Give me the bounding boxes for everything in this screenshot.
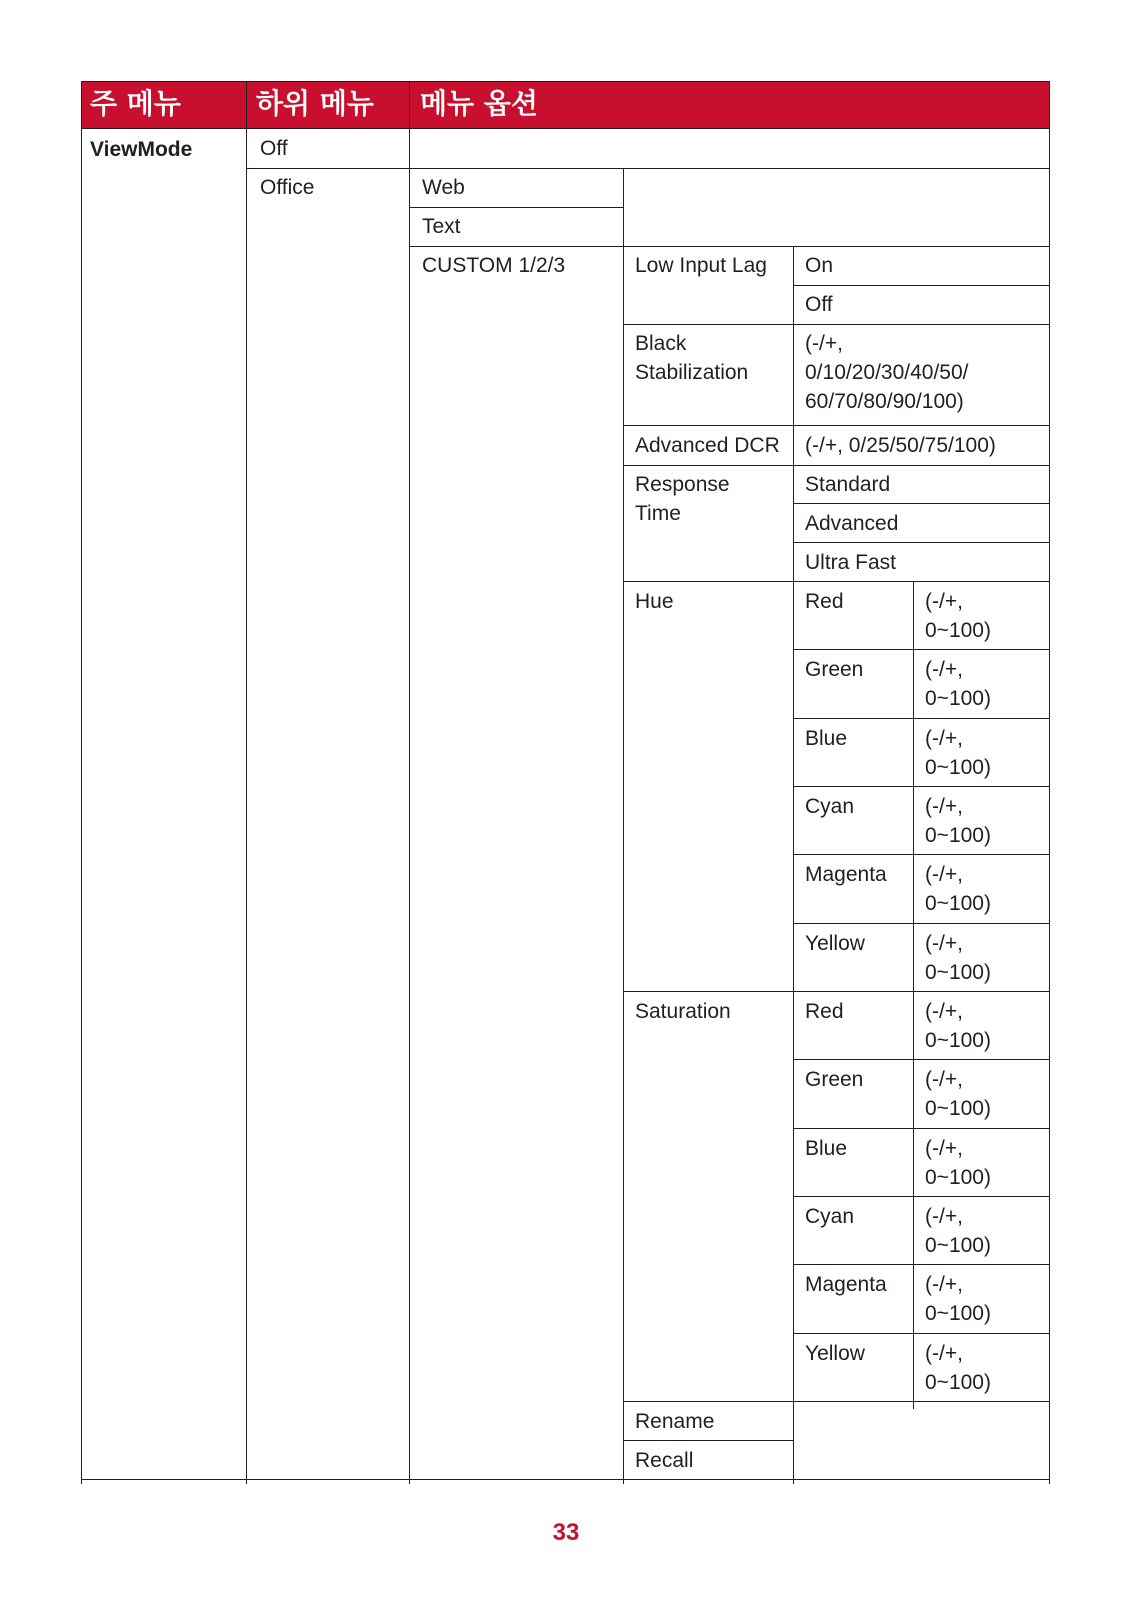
saturation-color-name: Green — [805, 1068, 864, 1091]
grid-line — [793, 503, 1050, 504]
black-stabilization-label: Stabilization — [635, 361, 749, 384]
grid-line — [793, 246, 794, 1484]
option-text: Text — [422, 215, 461, 238]
grid-line — [81, 128, 1050, 129]
hue-color-name: Magenta — [805, 863, 887, 886]
saturation-color-name: Yellow — [805, 1342, 865, 1365]
grid-line — [793, 786, 1050, 787]
grid-line — [623, 1440, 793, 1441]
black-stabilization-value: 60/70/80/90/100) — [805, 390, 964, 413]
grid-line — [793, 285, 1050, 286]
saturation-color-range: (-/+, — [925, 1068, 963, 1091]
rename-option: Rename — [635, 1410, 715, 1433]
hue-color-range: (-/+, — [925, 932, 963, 955]
hue-color-range: 0~100) — [925, 961, 991, 984]
page-number: 33 — [552, 1519, 580, 1546]
grid-line — [623, 168, 624, 1484]
saturation-color-range: 0~100) — [925, 1302, 991, 1325]
saturation-color-range: (-/+, — [925, 1205, 963, 1228]
response-time-ultra-fast: Ultra Fast — [805, 551, 897, 574]
black-stabilization-label: Black — [635, 332, 687, 355]
hue-color-name: Yellow — [805, 932, 865, 955]
saturation-label: Saturation — [635, 1000, 731, 1023]
grid-line — [246, 81, 247, 1484]
option-web: Web — [422, 176, 465, 199]
grid-line — [623, 324, 1050, 325]
grid-line — [793, 649, 1050, 650]
sub-menu-office: Office — [260, 176, 315, 199]
recall-option: Recall — [635, 1449, 694, 1472]
grid-line — [623, 1401, 1050, 1402]
grid-line — [793, 542, 1050, 543]
grid-line — [913, 581, 914, 1409]
response-time-standard: Standard — [805, 473, 891, 496]
saturation-color-name: Red — [805, 1000, 844, 1023]
main-menu-viewmode: ViewMode — [90, 138, 193, 161]
grid-line — [793, 1059, 1050, 1060]
hue-color-range: (-/+, — [925, 727, 963, 750]
saturation-color-range: (-/+, — [925, 1273, 963, 1296]
hue-label: Hue — [635, 590, 674, 613]
hue-color-name: Cyan — [805, 795, 855, 818]
grid-line — [81, 81, 1050, 82]
grid-line — [793, 854, 1050, 855]
response-time-label: Response — [635, 473, 730, 496]
saturation-color-range: 0~100) — [925, 1371, 991, 1394]
saturation-color-range: (-/+, — [925, 1137, 963, 1160]
hue-color-name: Blue — [805, 727, 848, 750]
grid-line — [409, 246, 1050, 247]
hue-color-range: 0~100) — [925, 824, 991, 847]
response-time-label: Time — [635, 502, 681, 525]
hue-color-range: 0~100) — [925, 892, 991, 915]
hue-color-range: (-/+, — [925, 795, 963, 818]
saturation-color-range: 0~100) — [925, 1166, 991, 1189]
saturation-color-range: 0~100) — [925, 1234, 991, 1257]
grid-line — [409, 207, 623, 208]
hue-color-range: 0~100) — [925, 756, 991, 779]
grid-line — [623, 425, 1050, 426]
low-input-lag-on: On — [805, 254, 834, 277]
hue-color-range: (-/+, — [925, 658, 963, 681]
hue-color-name: Red — [805, 590, 844, 613]
grid-line — [623, 465, 1050, 466]
low-input-lag-label: Low Input Lag — [635, 254, 767, 277]
hue-color-range: 0~100) — [925, 687, 991, 710]
header-sub-menu: 하위 메뉴 — [256, 87, 374, 120]
grid-line — [793, 1128, 1050, 1129]
grid-line — [793, 1264, 1050, 1265]
grid-line — [81, 81, 82, 1484]
hue-color-range: 0~100) — [925, 619, 991, 642]
hue-color-range: (-/+, — [925, 863, 963, 886]
header-main-menu: 주 메뉴 — [90, 87, 181, 120]
saturation-color-name: Magenta — [805, 1273, 887, 1296]
table-header-band — [81, 81, 1050, 128]
sub-menu-off: Off — [260, 137, 288, 160]
black-stabilization-value: (-/+, — [805, 332, 843, 355]
low-input-lag-off: Off — [805, 293, 833, 316]
black-stabilization-value: 0/10/20/30/40/50/ — [805, 361, 969, 384]
grid-line — [793, 1196, 1050, 1197]
grid-line — [623, 581, 1050, 582]
option-custom: CUSTOM 1/2/3 — [422, 254, 566, 277]
response-time-advanced: Advanced — [805, 512, 899, 535]
grid-line — [246, 168, 1050, 169]
saturation-color-name: Blue — [805, 1137, 848, 1160]
grid-line — [1049, 81, 1050, 1484]
grid-line — [81, 1479, 1050, 1480]
grid-line — [623, 991, 1050, 992]
grid-line — [793, 718, 1050, 719]
saturation-color-range: (-/+, — [925, 1342, 963, 1365]
saturation-color-range: 0~100) — [925, 1097, 991, 1120]
saturation-color-range: (-/+, — [925, 1000, 963, 1023]
hue-color-range: (-/+, — [925, 590, 963, 613]
grid-line — [409, 81, 410, 1484]
advanced-dcr-label: Advanced DCR — [635, 434, 780, 457]
grid-line — [793, 923, 1050, 924]
advanced-dcr-value: (-/+, 0/25/50/75/100) — [805, 434, 996, 457]
saturation-color-range: 0~100) — [925, 1029, 991, 1052]
header-menu-option: 메뉴 옵션 — [420, 87, 538, 120]
grid-line — [793, 1333, 1050, 1334]
saturation-color-name: Cyan — [805, 1205, 855, 1228]
hue-color-name: Green — [805, 658, 864, 681]
